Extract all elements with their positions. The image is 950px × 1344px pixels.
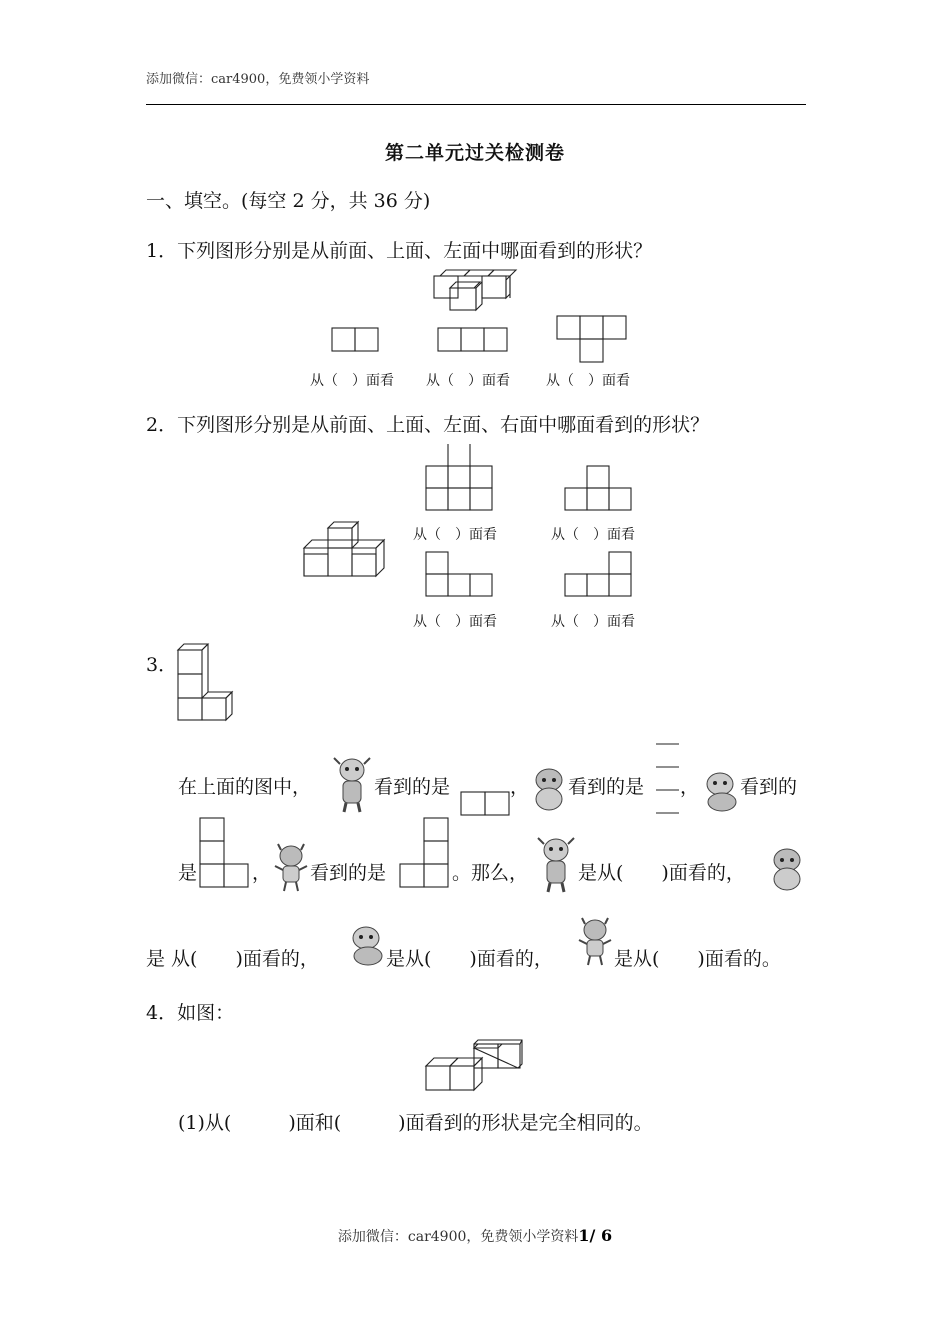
q3-line1-d: 看到的是 <box>568 776 645 798</box>
sheep-icon <box>530 766 568 814</box>
page-title: 第二单元过关检测卷 <box>384 142 565 164</box>
goat-icon <box>330 756 374 814</box>
q1-view-1 <box>332 328 380 352</box>
q2-label-1: 从（ ）面看 <box>413 527 497 543</box>
header-divider <box>146 104 806 105</box>
q1-label-1: 从（ ）面看 <box>310 373 394 389</box>
q4-solid-figure <box>426 1040 522 1092</box>
page-number: 1/ 6 <box>578 1226 613 1245</box>
q2-view-1 <box>426 444 496 514</box>
q3-answer-view-1 <box>461 792 511 816</box>
wolf-icon <box>272 844 310 892</box>
footer-text: 添加微信：car4900，免费领小学资料 <box>337 1229 579 1245</box>
q3-line2-c: 看到的是 <box>310 862 387 884</box>
q4-sub1: (1)从( )面和( )面看到的形状是完全相同的。 <box>178 1112 653 1134</box>
q1-solid-figure <box>430 268 516 312</box>
q3-line1-a: 在上面的图中， <box>178 776 312 798</box>
q1-text: 1．下列图形分别是从前面、上面、左面中哪面看到的形状？ <box>146 240 653 262</box>
q3-line2-e: 是从( )面看的， <box>578 862 745 884</box>
q2-solid-figure <box>304 520 388 578</box>
q3-number: 3． <box>146 654 178 676</box>
q1-label-2: 从（ ）面看 <box>426 373 510 389</box>
q3-line3-c: 是从( )面看的。 <box>614 948 781 970</box>
lamb-icon <box>700 770 740 814</box>
sheep-icon <box>768 846 806 894</box>
q2-view-3 <box>426 552 496 600</box>
footer <box>0 1226 950 1246</box>
q2-view-2 <box>565 466 635 514</box>
q1-view-3 <box>557 316 627 364</box>
q2-label-4: 从（ ）面看 <box>551 614 635 630</box>
q2-view-4 <box>565 552 635 600</box>
goat-icon <box>534 836 578 894</box>
q1-label-3: 从（ ）面看 <box>546 373 630 389</box>
q3-solid-figure <box>178 644 234 722</box>
q2-label-2: 从（ ）面看 <box>551 527 635 543</box>
wolf-icon <box>576 918 614 966</box>
q3-line1-c: ， <box>510 776 530 798</box>
q3-answer-view-3 <box>200 818 250 890</box>
q3-answer-view-4 <box>400 818 450 890</box>
q3-line2-a: 是 <box>178 862 198 884</box>
q3-line1-e: ， <box>680 776 700 798</box>
q3-line2-b: ， <box>252 862 272 884</box>
q2-text: 2．下列图形分别是从前面、上面、左面、右面中哪面看到的形状？ <box>146 414 710 436</box>
q3-line3-b: 是从( )面看的， <box>386 948 553 970</box>
q4-text: 4．如图： <box>146 1002 235 1024</box>
section1-heading: 一、填空。(每空 2 分，共 36 分) <box>146 190 431 212</box>
q3-line1-f: 看到的 <box>740 776 798 798</box>
q3-line3-a: 是 从( )面看的， <box>146 948 319 970</box>
header-text: 添加微信：car4900，免费领小学资料 <box>146 72 370 87</box>
q1-view-2 <box>438 328 508 352</box>
q3-line2-d: 。那么， <box>452 862 529 884</box>
q2-label-3: 从（ ）面看 <box>413 614 497 630</box>
q3-line1-b: 看到的是 <box>374 776 451 798</box>
lamb-icon <box>346 924 386 968</box>
q3-answer-view-2 <box>656 744 680 816</box>
